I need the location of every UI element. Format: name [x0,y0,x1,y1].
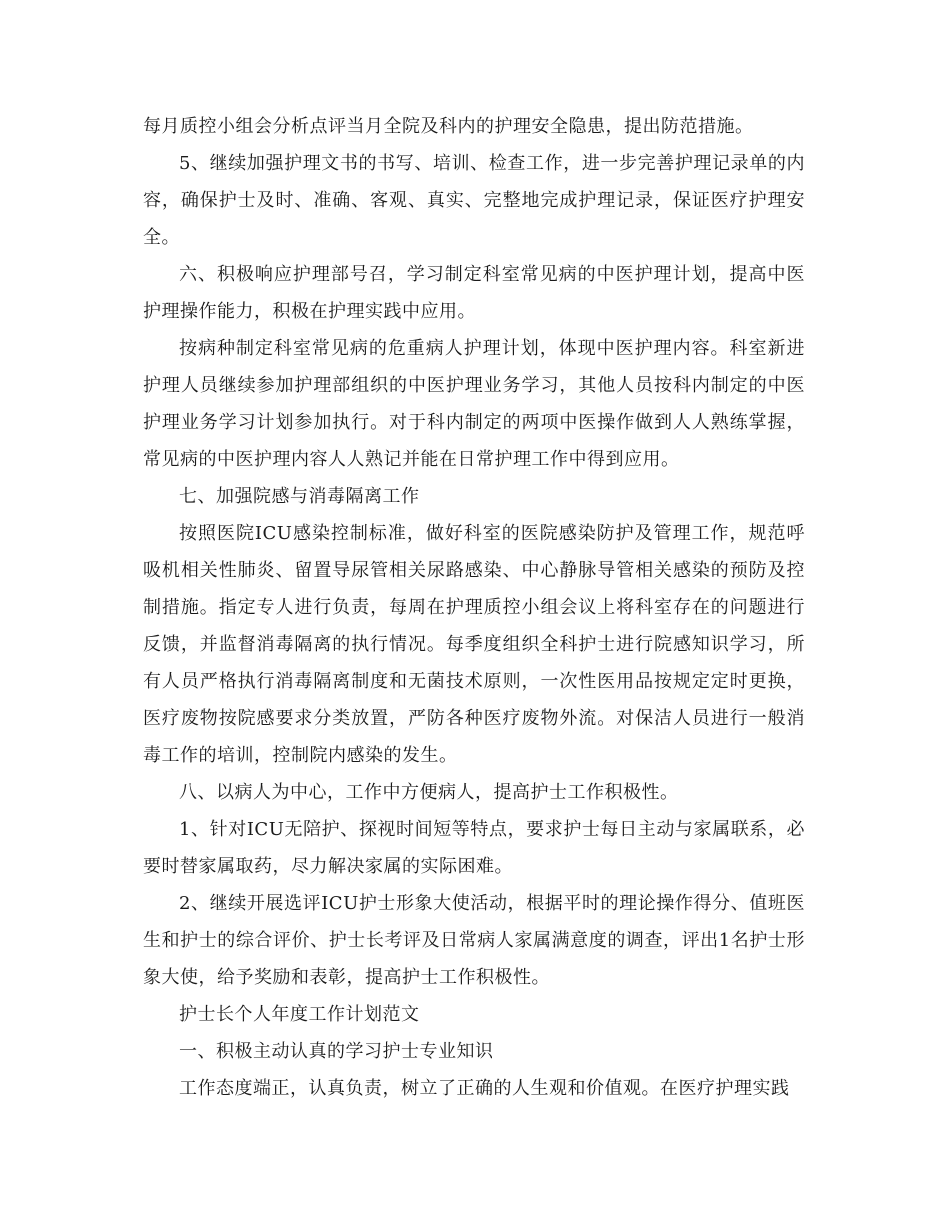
paragraph-item-5: 5、继续加强护理文书的书写、培训、检查工作，进一步完善护理记录单的内容，确保护士及时、准确、客观、真实、完整地完成护理记录，保证医疗护理安全。 [143,153,805,248]
paragraph-item-2: 2、继续开展选评ICU护士形象大使活动，根据平时的理论操作得分、值班医生和护士的综合评价、护士长考评及日常病人家属满意度的调查，评出1名护士形象大使，给予奖励和表彰，提高护士工作积极性。 [143,893,805,988]
document-subtitle: 护士长个人年度工作计划范文 [179,1004,420,1025]
paragraph-continuation: 每月质控小组会分析点评当月全院及科内的护理安全隐患，提出防范措施。 [143,116,754,137]
heading-section-1: 一、积极主动认真的学习护士专业知识 [179,1041,494,1062]
document-body [143,108,805,1107]
heading-section-7: 七、加强院感与消毒隔离工作 [179,486,420,507]
paragraph-infection-control: 按照医院ICU感染控制标准，做好科室的医院感染防护及管理工作，规范呼吸机相关性肺炎、留置导尿管相关尿路感染、中心静脉导管相关感染的预防及控制措施。指定专人进行负责，每周在护理质控小组会议上将科室存在的问题进行反馈，并监督消毒隔离的执行情况。每季度组织全科护士进行院感知识学习，所有人员严格执行消毒隔离制度和无菌技术原则，一次性医用品按规定定时更换，医疗废物按院感要求分类放置，严防各种医疗废物外流。对保洁人员进行一般消毒工作的培训，控制院内感染的发生。 [143,523,805,766]
paragraph-item-1: 1、针对ICU无陪护、探视时间短等特点，要求护士每日主动与家属联系，必要时替家属取药，尽力解决家属的实际困难。 [143,819,805,877]
paragraph-tcm-care-plan: 按病种制定科室常见病的危重病人护理计划，体现中医护理内容。科室新进护理人员继续参加护理部组织的中医护理业务学习，其他人员按科内制定的中医护理业务学习计划参加执行。对于科内制定的两项中医操作做到人人熟练掌握，常见病的中医护理内容人人熟记并能在日常护理工作中得到应用。 [143,338,805,470]
paragraph-work-attitude: 工作态度端正，认真负责，树立了正确的人生观和价值观。在医疗护理实践 [179,1078,790,1099]
heading-section-6: 六、积极响应护理部号召，学习制定科室常见病的中医护理计划，提高中医护理操作能力，积极在护理实践中应用。 [143,264,805,322]
heading-section-8: 八、以病人为中心，工作中方便病人，提高护士工作积极性。 [179,782,679,803]
